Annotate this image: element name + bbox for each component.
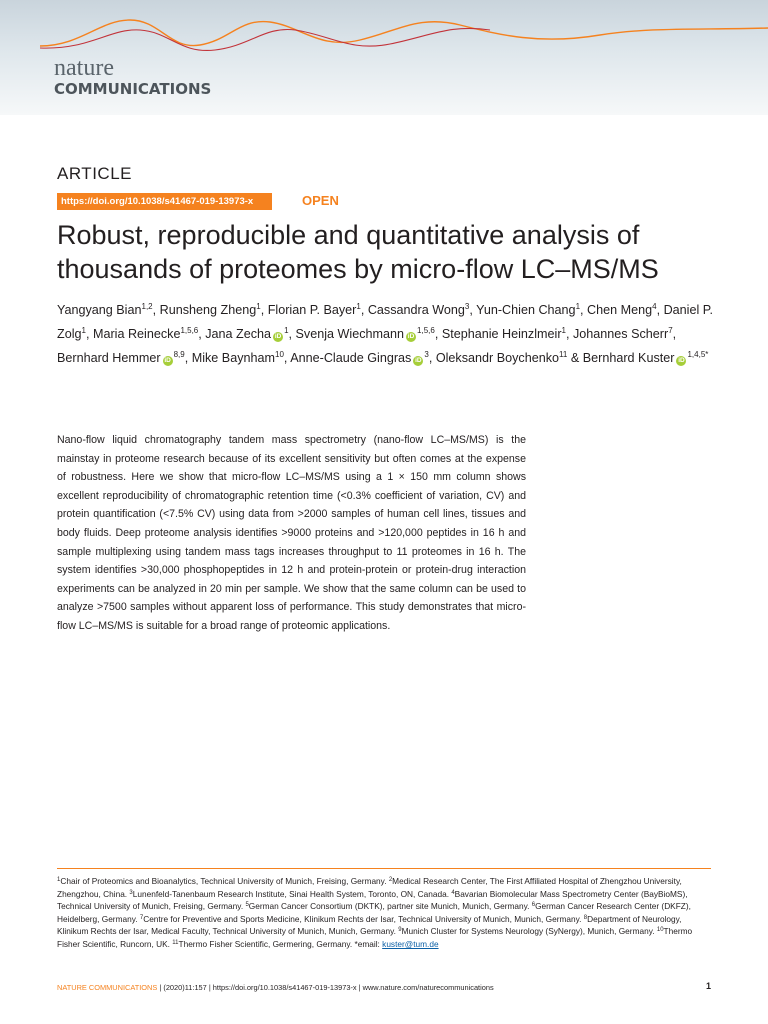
- footer-citation: | (2020)11:157 | https://doi.org/10.1038/s41467-019-13973-x | www.nature.com/naturecommunications: [157, 983, 494, 992]
- author-name[interactable]: Maria Reinecke: [92, 327, 181, 341]
- journal-logo[interactable]: [54, 57, 211, 98]
- author-affiliation-ref: 8,9: [173, 350, 185, 359]
- author-name[interactable]: Jana Zecha: [205, 327, 272, 341]
- author-name[interactable]: Chen Meng: [587, 303, 653, 317]
- author-entry: Cassandra Wong$^3$,: [367, 302, 477, 317]
- author-name[interactable]: Yun-Chien Chang: [476, 303, 576, 317]
- affiliation-text: Thermo Fisher Scientific, Germering, Germany.: [178, 938, 355, 949]
- affiliation-number: 10: [656, 927, 664, 934]
- author-name[interactable]: Runsheng Zheng: [159, 303, 257, 317]
- author-affiliation-ref: 3: [464, 302, 470, 311]
- article-title: Robust, reproducible and quantitative analysis of thousands of proteomes by micro-flow LC–MS/MS: [57, 220, 659, 284]
- page-footer: [57, 983, 711, 992]
- author-name[interactable]: Florian P. Bayer: [267, 303, 357, 317]
- author-name[interactable]: Bernhard Hemmer: [57, 351, 161, 365]
- doi-link[interactable]: https://doi.org/10.1038/s41467-019-13973-x: [57, 193, 272, 210]
- affiliation-number: 4: [451, 889, 455, 896]
- author-affiliation-ref: 7: [668, 326, 673, 335]
- affiliation-number: 5: [245, 902, 249, 909]
- affiliation-text: Thermo Fisher Scientific, Runcorn, UK.: [57, 926, 693, 949]
- author-affiliation-ref: 10: [275, 350, 284, 359]
- affiliation-text: Bavarian Biomolecular Mass Spectrometry Center (BayBioMS), Technical University of Munich, Freising, Germany.: [57, 888, 688, 912]
- author-entry: Oleksandr Boychenko$^{11}$ &: [435, 350, 583, 365]
- affiliation-text: Chair of Proteomics and Bioanalytics, Technical University of Munich, Freising, Germany.: [60, 876, 389, 886]
- affiliation-text: German Cancer Research Center (DKFZ), Heidelberg, Germany.: [57, 901, 691, 924]
- author-name[interactable]: Daniel P. Zolg: [57, 303, 714, 341]
- email-label: *email:: [354, 938, 383, 949]
- orcid-icon[interactable]: iD: [274, 333, 282, 340]
- orcid-icon[interactable]: iD: [415, 357, 422, 364]
- affiliation-text: Department of Neurology, Klinikum Rechts der Isar, Medical Faculty, Technical University of Munich, Munich, Germany.: [57, 913, 682, 937]
- page-number: 1: [705, 981, 711, 991]
- open-access-label: OPEN: [302, 193, 339, 208]
- author-entry: Stephanie Heinzlmeir$^1$,: [441, 326, 573, 341]
- author-entry: [583, 351, 709, 365]
- orcid-icon[interactable]: iD: [678, 357, 685, 364]
- author-affiliation-ref: 1,4,5*: [687, 350, 709, 359]
- author-entry: Anne-Claude Gingras $iD^3$,: [290, 350, 436, 365]
- affiliation-number: 6: [531, 902, 536, 909]
- author-entry: Yun-Chien Chang$^1$,: [476, 302, 588, 317]
- logo-nature-text: nature: [54, 55, 114, 81]
- author-entry: Maria Reinecke$^{1,5,6}$,: [92, 326, 206, 341]
- author-name[interactable]: Yangyang Bian: [57, 303, 142, 317]
- author-affiliation-ref: 1: [356, 302, 361, 311]
- affiliations-block: [57, 875, 711, 951]
- author-affiliation-ref: 1: [81, 326, 86, 335]
- affiliation-number: 11: [172, 939, 179, 946]
- author-entry: Runsheng Zheng$^1$,: [159, 302, 268, 317]
- author-entry: Mike Baynham$^{10}$,: [191, 350, 291, 365]
- affiliation-number: 7: [139, 914, 144, 921]
- author-name[interactable]: Oleksandr Boychenko: [435, 351, 560, 365]
- affiliation-divider: [57, 868, 711, 869]
- author-name[interactable]: Stephanie Heinzlmeir: [441, 327, 562, 341]
- footer-journal-name[interactable]: NATURE COMMUNICATIONS: [57, 983, 158, 992]
- author-affiliation-ref: 1: [561, 326, 566, 335]
- affiliation-text: German Cancer Consortium (DKTK), partner site Munich, Munich, Germany.: [248, 901, 532, 912]
- abstract-text: Nano-flow liquid chromatography tandem mass spectrometry (nano-flow LC–MS/MS) is the mainstay in proteome research because of its excellent sensitivity but often comes at the expense of robustness. Here we show that micro-flow LC–MS/MS using a 1 × 150 mm column shows excellent reproducibility of chromatographic retention time (<0.3% coefficient of variation, CV) and protein quantification (<7.5% CV) using data from >2000 samples of human cell lines, tissues and body fluids. Deep proteome analysis identifies >9000 proteins and >120,000 peptides in 16 h and sample multiplexing using tandem mass tags increases throughput to 11 proteomes in 16 h. The system identifies >30,000 phosphopeptides in 12 h and protein-protein or protein-drug interaction experiments can be analyzed in 20 min per sample. We show that the same column can be used to analyze >7500 samples without apparent loss of performance. This study demonstrates that micro-flow LC–MS/MS is suitable for a broad range of proteomic applications.: [57, 434, 526, 632]
- author-entry: Chen Meng$^4$,: [587, 302, 664, 317]
- orcid-icon[interactable]: iD: [164, 357, 171, 364]
- affiliation-number: 9: [398, 927, 402, 934]
- affiliation-text: Munich Cluster for Systems Neurology (SyNergy), Munich, Germany.: [401, 926, 657, 937]
- author-entry: Svenja Wiechmann iD$^{1,5,6}$,: [295, 326, 442, 341]
- author-entry: Bernhard Hemmer iD$^{8,9}$,: [57, 350, 192, 365]
- author-affiliation-ref: 4: [652, 302, 657, 311]
- author-affiliation-ref: 1: [284, 326, 289, 335]
- author-name[interactable]: Bernhard Kuster: [582, 351, 675, 365]
- author-name[interactable]: Johannes Scherr: [572, 327, 669, 341]
- logo-communications-text: COMMUNICATIONS: [54, 80, 212, 98]
- author-name[interactable]: Anne-Claude Gingras: [290, 351, 412, 365]
- author-affiliation-ref: 1: [575, 302, 581, 311]
- affiliation-number: 8: [583, 914, 588, 921]
- author-affiliation-ref: 1,5,6: [417, 326, 435, 335]
- article-type-label: ARTICLE: [57, 164, 132, 183]
- author-affiliation-ref: 3: [424, 350, 429, 359]
- author-entry: Florian P. Bayer$^1$,: [267, 302, 368, 317]
- author-entry: Jana Zecha $iD^1$,: [205, 326, 296, 341]
- affiliation-number: 3: [129, 889, 133, 896]
- affiliation-text: Medical Research Center, The First Affiliated Hospital of Zhengzhou University, Zhengzhou, China.: [57, 876, 682, 899]
- author-affiliation-ref: 1: [256, 302, 261, 311]
- author-name[interactable]: Cassandra Wong: [367, 303, 465, 317]
- affiliation-text: Centre for Preventive and Sports Medicine, Klinikum Rechts der Isar, Technical University of Munich, Munich, Germany.: [143, 913, 584, 924]
- corresponding-email-link[interactable]: kuster@tum.de: [382, 938, 439, 949]
- author-list: [57, 298, 717, 370]
- author-name[interactable]: Mike Baynham: [191, 351, 276, 365]
- author-entry: Daniel P. Zolg$^1$,: [57, 303, 714, 341]
- author-name[interactable]: Svenja Wiechmann: [295, 327, 405, 341]
- affiliation-number: 2: [388, 877, 393, 883]
- author-entry: Johannes Scherr$^7$,: [572, 326, 677, 341]
- affiliation-text: Lunenfeld-Tanenbaum Research Institute, Sinai Health System, Toronto, ON, Canada.: [132, 888, 452, 899]
- author-affiliation-ref: 1,2: [141, 302, 153, 311]
- orcid-icon[interactable]: iD: [407, 333, 415, 340]
- author-affiliation-ref: 1,5,6: [180, 326, 199, 335]
- author-entry: Yangyang Bian$^{1,2}$,: [57, 302, 160, 317]
- author-affiliation-ref: 11: [559, 350, 568, 359]
- affiliation-number: 1: [57, 877, 61, 883]
